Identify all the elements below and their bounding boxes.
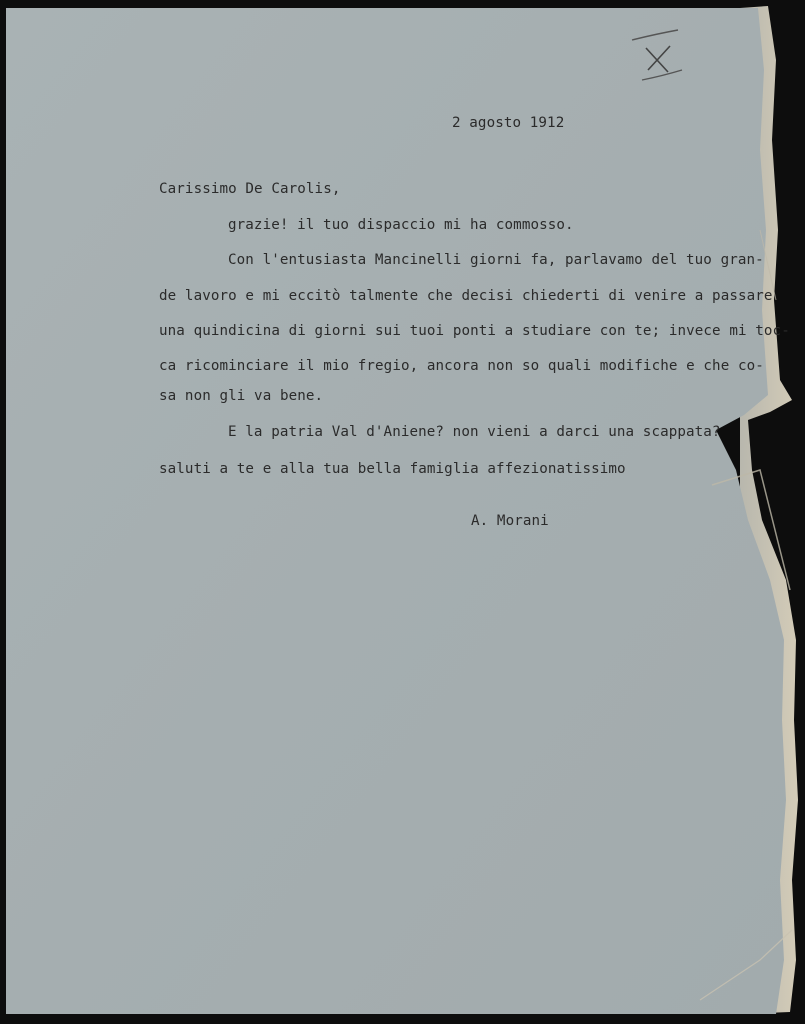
letter-line: Con l'entusiasta Mancinelli giorni fa, parlavamo del tuo gran- xyxy=(228,252,764,268)
letter-line: sa non gli va bene. xyxy=(159,388,324,404)
letter-date: 2 agosto 1912 xyxy=(452,115,565,131)
letter-line: de lavoro e mi eccitò talmente che decisi chiederti di venire a passare xyxy=(159,288,773,304)
letter-line: ca ricominciare il mio fregio, ancora non so quali modifiche e che co- xyxy=(159,358,764,374)
letter-line: una quindicina di giorni sui tuoi ponti a studiare con te; invece mi toc- xyxy=(159,323,790,339)
letter-line: E la patria Val d'Aniene? non vieni a darci una scappata? xyxy=(228,424,721,440)
letter-salutation: Carissimo De Carolis, xyxy=(159,181,341,197)
letter-signature: A. Morani xyxy=(471,513,549,529)
letter-line: grazie! il tuo dispaccio mi ha commosso. xyxy=(228,217,574,233)
letter-line: saluti a te e alla tua bella famiglia affezionatissimo xyxy=(159,461,626,477)
